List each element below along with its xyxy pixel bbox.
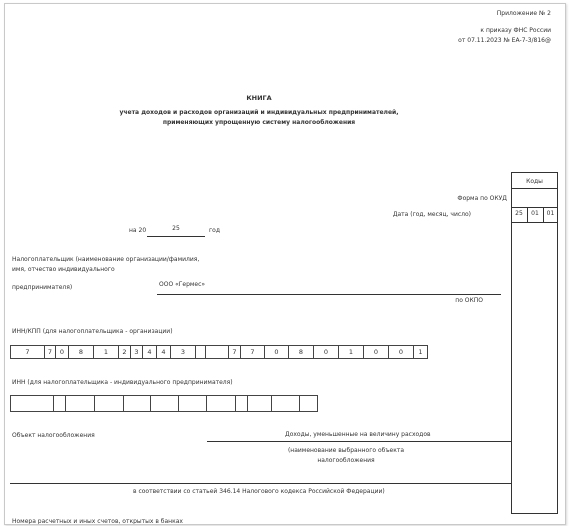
tax-object-label: Объект налогообложения xyxy=(12,432,95,439)
inn-kpp-cell: 0 xyxy=(264,345,289,359)
inn-kpp-cell: 7 xyxy=(240,345,265,359)
inn-ip-cell xyxy=(178,395,207,412)
inn-kpp-cell: 4 xyxy=(142,345,157,359)
inn-kpp-cell: 1 xyxy=(413,345,428,359)
inn-ip-cell xyxy=(150,395,179,412)
date-day-cell: 01 xyxy=(546,210,555,217)
codes-header: Коды xyxy=(526,178,543,185)
inn-kpp-cell: 3 xyxy=(130,345,143,359)
inn-ip-cell xyxy=(123,395,151,412)
inn-kpp-cell: 0 xyxy=(55,345,69,359)
inn-kpp-cell: 7 xyxy=(228,345,241,359)
form-okud-label: Форма по ОКУД xyxy=(457,195,507,202)
appendix-order-date: от 07.11.2023 № ЕА-7-3/816@ xyxy=(458,37,551,44)
inn-ip-cell xyxy=(271,395,300,412)
inn-kpp-cell: 0 xyxy=(363,345,389,359)
tax-object-caption-line2: налогообложения xyxy=(317,457,375,464)
date-label: Дата (год, месяц, число) xyxy=(392,211,471,218)
book-subtitle-line2: применяющих упрощенную систему налогообложения xyxy=(162,119,356,126)
inn-ip-cell xyxy=(94,395,124,412)
codes-column xyxy=(511,172,558,514)
inn-kpp-cell: 0 xyxy=(313,345,339,359)
taxpayer-label-line2: имя, отчество индивидуального xyxy=(12,266,115,273)
inn-kpp-cell: 8 xyxy=(288,345,314,359)
inn-ip-cell xyxy=(65,395,95,412)
book-subtitle-line1: учета доходов и расходов организаций и индивидуальных предпринимателей, xyxy=(119,109,399,116)
inn-kpp-cell: 7 xyxy=(44,345,56,359)
inn-ip-cell xyxy=(247,395,272,412)
year-suffix: год xyxy=(209,227,220,234)
inn-kpp-cells xyxy=(10,345,427,359)
inn-kpp-cell: 8 xyxy=(68,345,94,359)
bank-accounts-label: Номера расчетных и иных счетов, открытых в банках xyxy=(12,518,183,525)
taxpayer-label-line3: предпринимателя) xyxy=(12,284,73,291)
inn-ip-cells xyxy=(10,395,317,412)
inn-kpp-cell: 4 xyxy=(156,345,171,359)
inn-ip-label: ИНН (для налогоплательщика - индивидуального предпринимателя) xyxy=(12,379,233,386)
tax-code-article: в соответствии со статьей 346.14 Налогового кодекса Российской Федерации) xyxy=(133,488,385,495)
date-month-cell: 01 xyxy=(531,210,539,217)
inn-kpp-cell xyxy=(205,345,229,359)
tax-object-value: Доходы, уменьшенные на величину расходов xyxy=(285,431,431,438)
inn-ip-cell xyxy=(299,395,318,412)
appendix-number: Приложение № 2 xyxy=(496,10,551,17)
inn-kpp-cell: 1 xyxy=(93,345,119,359)
tax-object-caption-line1: (наименование выбранного объекта xyxy=(287,447,405,454)
inn-kpp-cell: 2 xyxy=(118,345,131,359)
inn-kpp-cell: 7 xyxy=(10,345,45,359)
inn-ip-cell xyxy=(206,395,236,412)
taxpayer-name: ООО «Гермес» xyxy=(159,281,206,288)
inn-kpp-label: ИНН/КПП (для налогоплательщика - организации) xyxy=(12,328,173,335)
year-prefix: на 20 xyxy=(129,227,147,234)
taxpayer-label-line1: Налогоплательщик (наименование организации/фамилия, xyxy=(12,256,200,263)
book-title: КНИГА xyxy=(246,94,272,102)
okpo-label: по ОКПО xyxy=(455,297,483,304)
inn-ip-cell xyxy=(10,395,54,412)
document-page xyxy=(4,3,566,525)
inn-kpp-cell: 3 xyxy=(170,345,196,359)
inn-kpp-cell: 1 xyxy=(338,345,364,359)
date-year-cell: 25 xyxy=(515,210,523,217)
inn-kpp-cell: 0 xyxy=(388,345,414,359)
year-value: 25 xyxy=(172,225,180,232)
appendix-order: к приказу ФНС России xyxy=(480,27,551,34)
